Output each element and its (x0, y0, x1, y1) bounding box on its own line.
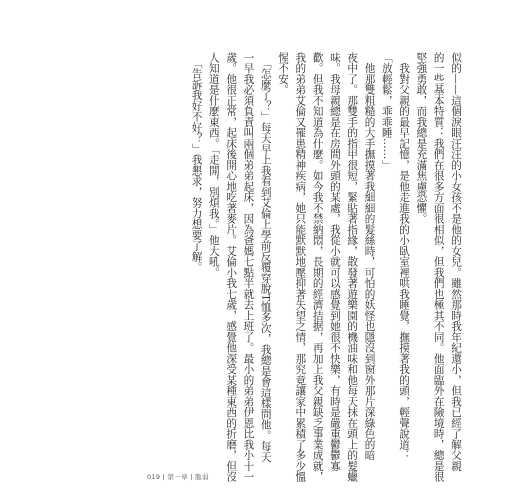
text-column: 味。我母親總是在房間外頭的某處，我從小就可以感覺到她很不快樂，有時是嚴重鬱鬱寡 (328, 52, 341, 472)
text-column: 一早我必須負責叫兩個弟弟起床，因為爸媽七點半就去上班了。最小的弟弟伊恩比我小十一 (242, 52, 255, 482)
text-column: 的一些基本特質：我們在很多方面很相似，但我們也極其不同。他面臨外在險境時，總是很 (432, 52, 445, 482)
text-column: 惺不安。 (277, 52, 290, 95)
text-column: 「放輕鬆，乖乖睡……」 (380, 52, 393, 171)
page-footer: 019 | 第一章 | 脆弱 (147, 473, 209, 481)
text-column: 人知道是什麼東西。「走開，別煩我。」他大吼。 (207, 52, 220, 278)
text-column: 我的弟弟艾倫又罹患精神疾病，她只能默默地壓抑著失望之情，那究竟讓家中累積了多少慍 (294, 52, 307, 482)
text-column: 堅強勇敢，而我總是充滿焦慮恐懼。 (415, 52, 428, 224)
text-column: 他那雙粗糙的大手撫摸著我細細的髮絲時，可怕的妖怪也隱沒到窗外那片深綠色的暗 (363, 52, 376, 461)
text-column: 「告訴我好不好？」我懇求，努力想要了解。 (190, 52, 203, 273)
text-column: 似的——這個淚眼汪汪的小女孩不是他的女兒。雖然那時我年紀還小，但我已經了解父親 (450, 52, 462, 472)
text-column: 夜中了。那雙手的指甲很短，緊貼著指緣，散發著遊樂園的機油味和他每天抹在頭上的髮蠟 (346, 52, 359, 482)
body-text (187, 52, 464, 482)
text-column: 我對父親的最早記憶，是他走進我的小臥室裡哄我睡覺，撫摸著我的頭，輕聲說道： (398, 52, 411, 461)
text-column: 歡。但我不知道為什麼。如今我不禁納悶，長期的經濟拮据，再加上我父親缺乏事業成就， (311, 52, 324, 482)
text-column: 歲。他很正常，起床後開心地吃著麥片。艾倫小我七歲，感覺他深受某種東西的折磨，但沒 (225, 52, 238, 482)
text-column: 「怎麼了？」每天早上我看到艾倫上學前反覆穿脫T恤多次，我總是會這樣問他。每天 (259, 52, 272, 463)
